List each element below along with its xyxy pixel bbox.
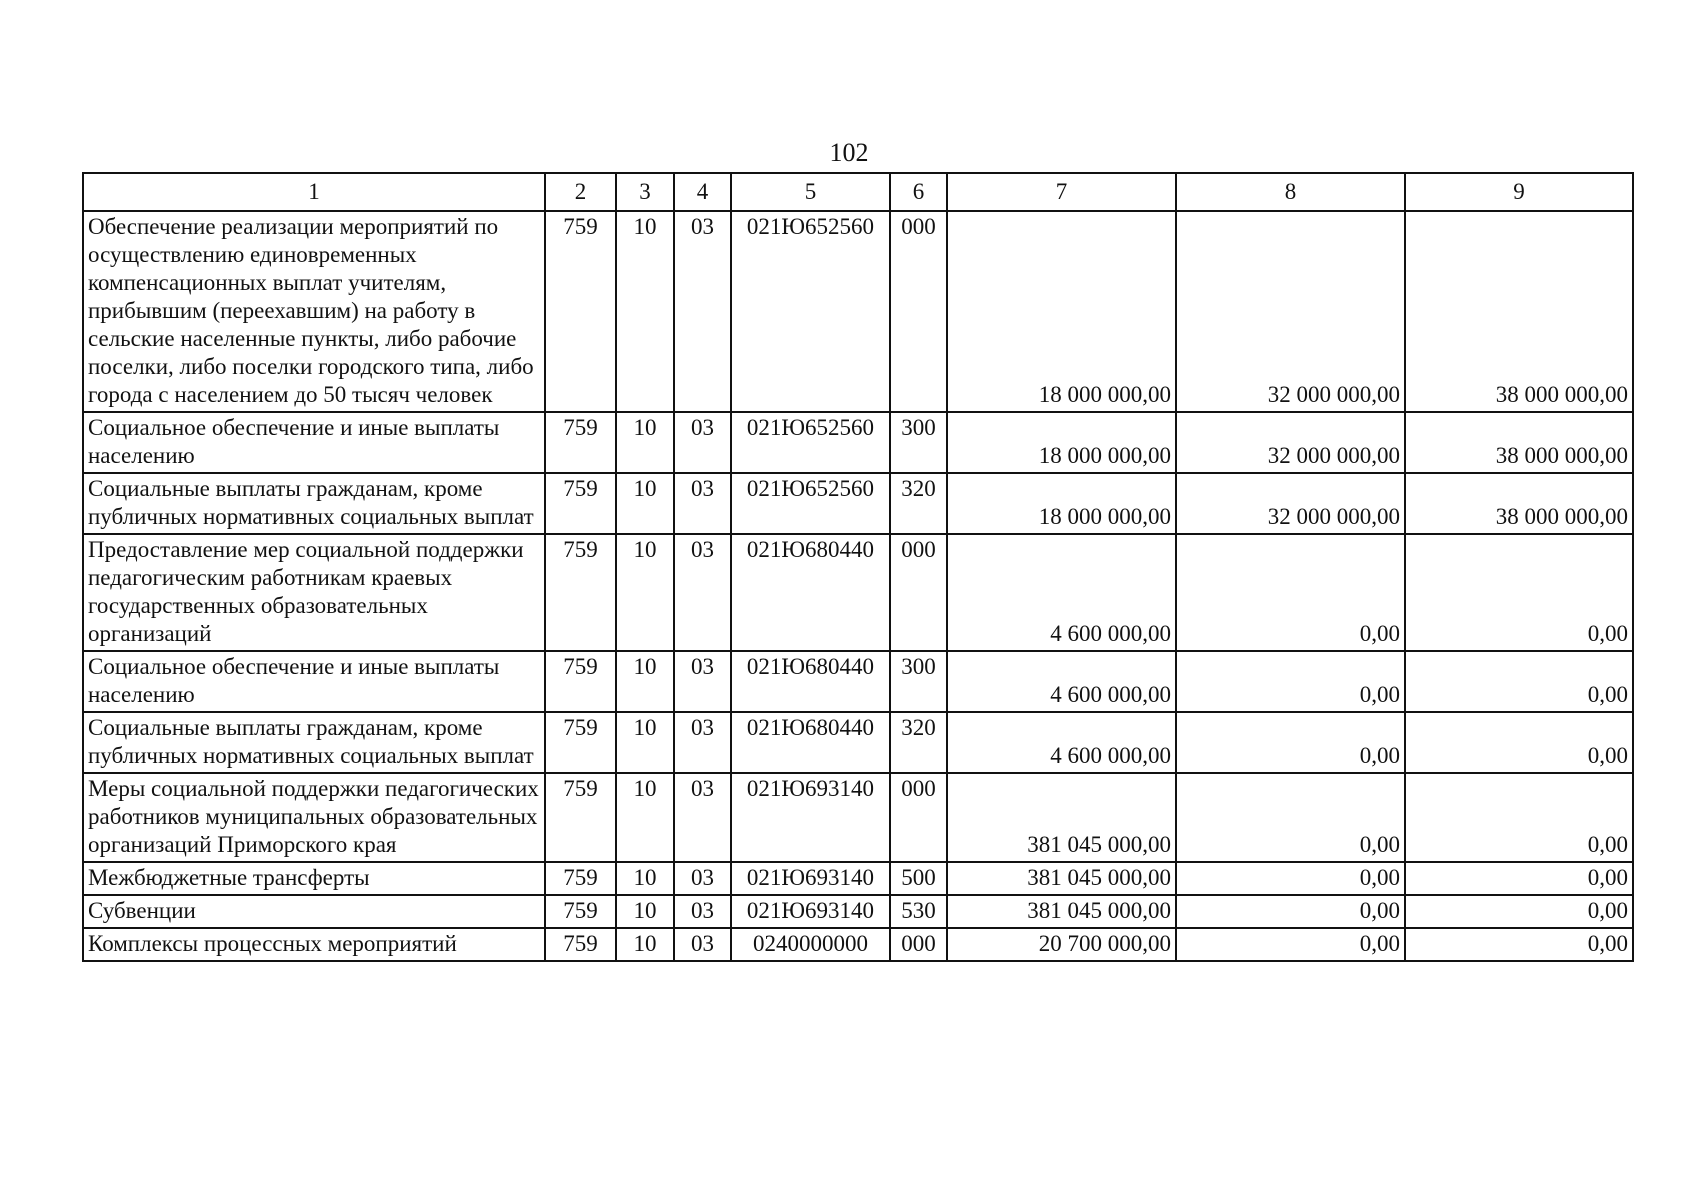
target-item-code-cell: 021Ю693140	[731, 862, 890, 895]
amount-cell: 18 000 000,00	[947, 211, 1176, 412]
expense-name-cell: Межбюджетные трансферты	[83, 862, 545, 895]
section-code-cell: 10	[616, 895, 674, 928]
target-item-code-cell: 021Ю652560	[731, 473, 890, 534]
table-row	[83, 895, 1633, 928]
expense-type-code-cell: 000	[890, 211, 947, 412]
expense-name-cell: Обеспечение реализации мероприятий по осуществлению единовременных компенсационных выплат учителям, прибывшим (переехавшим) на работу в сельские населенные пункты, либо рабочие поселки, либо поселки городского типа, либо города с населением до 50 тысяч человек	[83, 211, 545, 412]
amount-cell: 38 000 000,00	[1405, 473, 1633, 534]
ministry-code-cell: 759	[545, 712, 616, 773]
section-code-cell: 10	[616, 651, 674, 712]
amount-cell: 0,00	[1405, 651, 1633, 712]
expense-type-code-cell: 500	[890, 862, 947, 895]
subsection-code-cell: 03	[674, 534, 731, 651]
target-item-code-cell: 021Ю693140	[731, 895, 890, 928]
amount-cell: 32 000 000,00	[1176, 211, 1405, 412]
column-header: 5	[731, 173, 890, 211]
table-row	[83, 773, 1633, 862]
amount-cell: 20 700 000,00	[947, 928, 1176, 961]
amount-cell: 4 600 000,00	[947, 712, 1176, 773]
target-item-code-cell: 021Ю693140	[731, 773, 890, 862]
section-code-cell: 10	[616, 211, 674, 412]
ministry-code-cell: 759	[545, 862, 616, 895]
expense-type-code-cell: 000	[890, 773, 947, 862]
expense-name-cell: Социальные выплаты гражданам, кроме публичных нормативных социальных выплат	[83, 712, 545, 773]
expense-type-code-cell: 320	[890, 712, 947, 773]
amount-cell: 32 000 000,00	[1176, 412, 1405, 473]
amount-cell: 0,00	[1405, 862, 1633, 895]
column-header: 6	[890, 173, 947, 211]
section-code-cell: 10	[616, 473, 674, 534]
amount-cell: 4 600 000,00	[947, 651, 1176, 712]
amount-cell: 0,00	[1176, 534, 1405, 651]
table-row	[83, 928, 1633, 961]
amount-cell: 0,00	[1176, 895, 1405, 928]
column-number-row	[83, 173, 1633, 211]
subsection-code-cell: 03	[674, 928, 731, 961]
amount-cell: 18 000 000,00	[947, 412, 1176, 473]
amount-cell: 4 600 000,00	[947, 534, 1176, 651]
section-code-cell: 10	[616, 712, 674, 773]
column-header: 4	[674, 173, 731, 211]
expense-name-cell: Субвенции	[83, 895, 545, 928]
table-row	[83, 412, 1633, 473]
amount-cell: 0,00	[1176, 862, 1405, 895]
amount-cell: 0,00	[1176, 773, 1405, 862]
expense-type-code-cell: 300	[890, 412, 947, 473]
section-code-cell: 10	[616, 534, 674, 651]
page-number: 102	[829, 138, 869, 167]
column-header: 9	[1405, 173, 1633, 211]
amount-cell: 18 000 000,00	[947, 473, 1176, 534]
target-item-code-cell: 021Ю680440	[731, 534, 890, 651]
expense-type-code-cell: 000	[890, 928, 947, 961]
target-item-code-cell: 021Ю680440	[731, 712, 890, 773]
expense-name-cell: Социальные выплаты гражданам, кроме публичных нормативных социальных выплат	[83, 473, 545, 534]
subsection-code-cell: 03	[674, 651, 731, 712]
column-header: 1	[83, 173, 545, 211]
amount-cell: 0,00	[1176, 651, 1405, 712]
expense-type-code-cell: 530	[890, 895, 947, 928]
amount-cell: 381 045 000,00	[947, 773, 1176, 862]
subsection-code-cell: 03	[674, 862, 731, 895]
section-code-cell: 10	[616, 773, 674, 862]
table-row	[83, 651, 1633, 712]
amount-cell: 0,00	[1176, 712, 1405, 773]
table-row	[83, 534, 1633, 651]
ministry-code-cell: 759	[545, 651, 616, 712]
expense-name-cell: Меры социальной поддержки педагогических работников муниципальных образовательных организаций Приморского края	[83, 773, 545, 862]
amount-cell: 381 045 000,00	[947, 895, 1176, 928]
expense-name-cell: Социальное обеспечение и иные выплаты населению	[83, 651, 545, 712]
column-header: 7	[947, 173, 1176, 211]
target-item-code-cell: 021Ю680440	[731, 651, 890, 712]
budget-table	[82, 172, 1634, 962]
subsection-code-cell: 03	[674, 473, 731, 534]
expense-name-cell: Предоставление мер социальной поддержки педагогическим работникам краевых государственных образовательных организаций	[83, 534, 545, 651]
amount-cell: 0,00	[1405, 712, 1633, 773]
target-item-code-cell: 021Ю652560	[731, 211, 890, 412]
column-header: 2	[545, 173, 616, 211]
table-row	[83, 712, 1633, 773]
amount-cell: 38 000 000,00	[1405, 211, 1633, 412]
expense-type-code-cell: 000	[890, 534, 947, 651]
amount-cell: 32 000 000,00	[1176, 473, 1405, 534]
expense-name-cell: Социальное обеспечение и иные выплаты населению	[83, 412, 545, 473]
section-code-cell: 10	[616, 412, 674, 473]
column-header: 8	[1176, 173, 1405, 211]
subsection-code-cell: 03	[674, 773, 731, 862]
ministry-code-cell: 759	[545, 895, 616, 928]
expense-type-code-cell: 320	[890, 473, 947, 534]
ministry-code-cell: 759	[545, 928, 616, 961]
column-header: 3	[616, 173, 674, 211]
subsection-code-cell: 03	[674, 412, 731, 473]
table-row	[83, 862, 1633, 895]
subsection-code-cell: 03	[674, 211, 731, 412]
table-body	[83, 173, 1633, 961]
amount-cell: 0,00	[1405, 534, 1633, 651]
section-code-cell: 10	[616, 928, 674, 961]
amount-cell: 0,00	[1405, 928, 1633, 961]
expense-type-code-cell: 300	[890, 651, 947, 712]
expense-name-cell: Комплексы процессных мероприятий	[83, 928, 545, 961]
table-row	[83, 473, 1633, 534]
table-row	[83, 211, 1633, 412]
target-item-code-cell: 0240000000	[731, 928, 890, 961]
ministry-code-cell: 759	[545, 211, 616, 412]
subsection-code-cell: 03	[674, 712, 731, 773]
amount-cell: 0,00	[1405, 895, 1633, 928]
ministry-code-cell: 759	[545, 773, 616, 862]
amount-cell: 0,00	[1405, 773, 1633, 862]
amount-cell: 38 000 000,00	[1405, 412, 1633, 473]
ministry-code-cell: 759	[545, 473, 616, 534]
section-code-cell: 10	[616, 862, 674, 895]
subsection-code-cell: 03	[674, 895, 731, 928]
ministry-code-cell: 759	[545, 534, 616, 651]
ministry-code-cell: 759	[545, 412, 616, 473]
amount-cell: 0,00	[1176, 928, 1405, 961]
amount-cell: 381 045 000,00	[947, 862, 1176, 895]
target-item-code-cell: 021Ю652560	[731, 412, 890, 473]
